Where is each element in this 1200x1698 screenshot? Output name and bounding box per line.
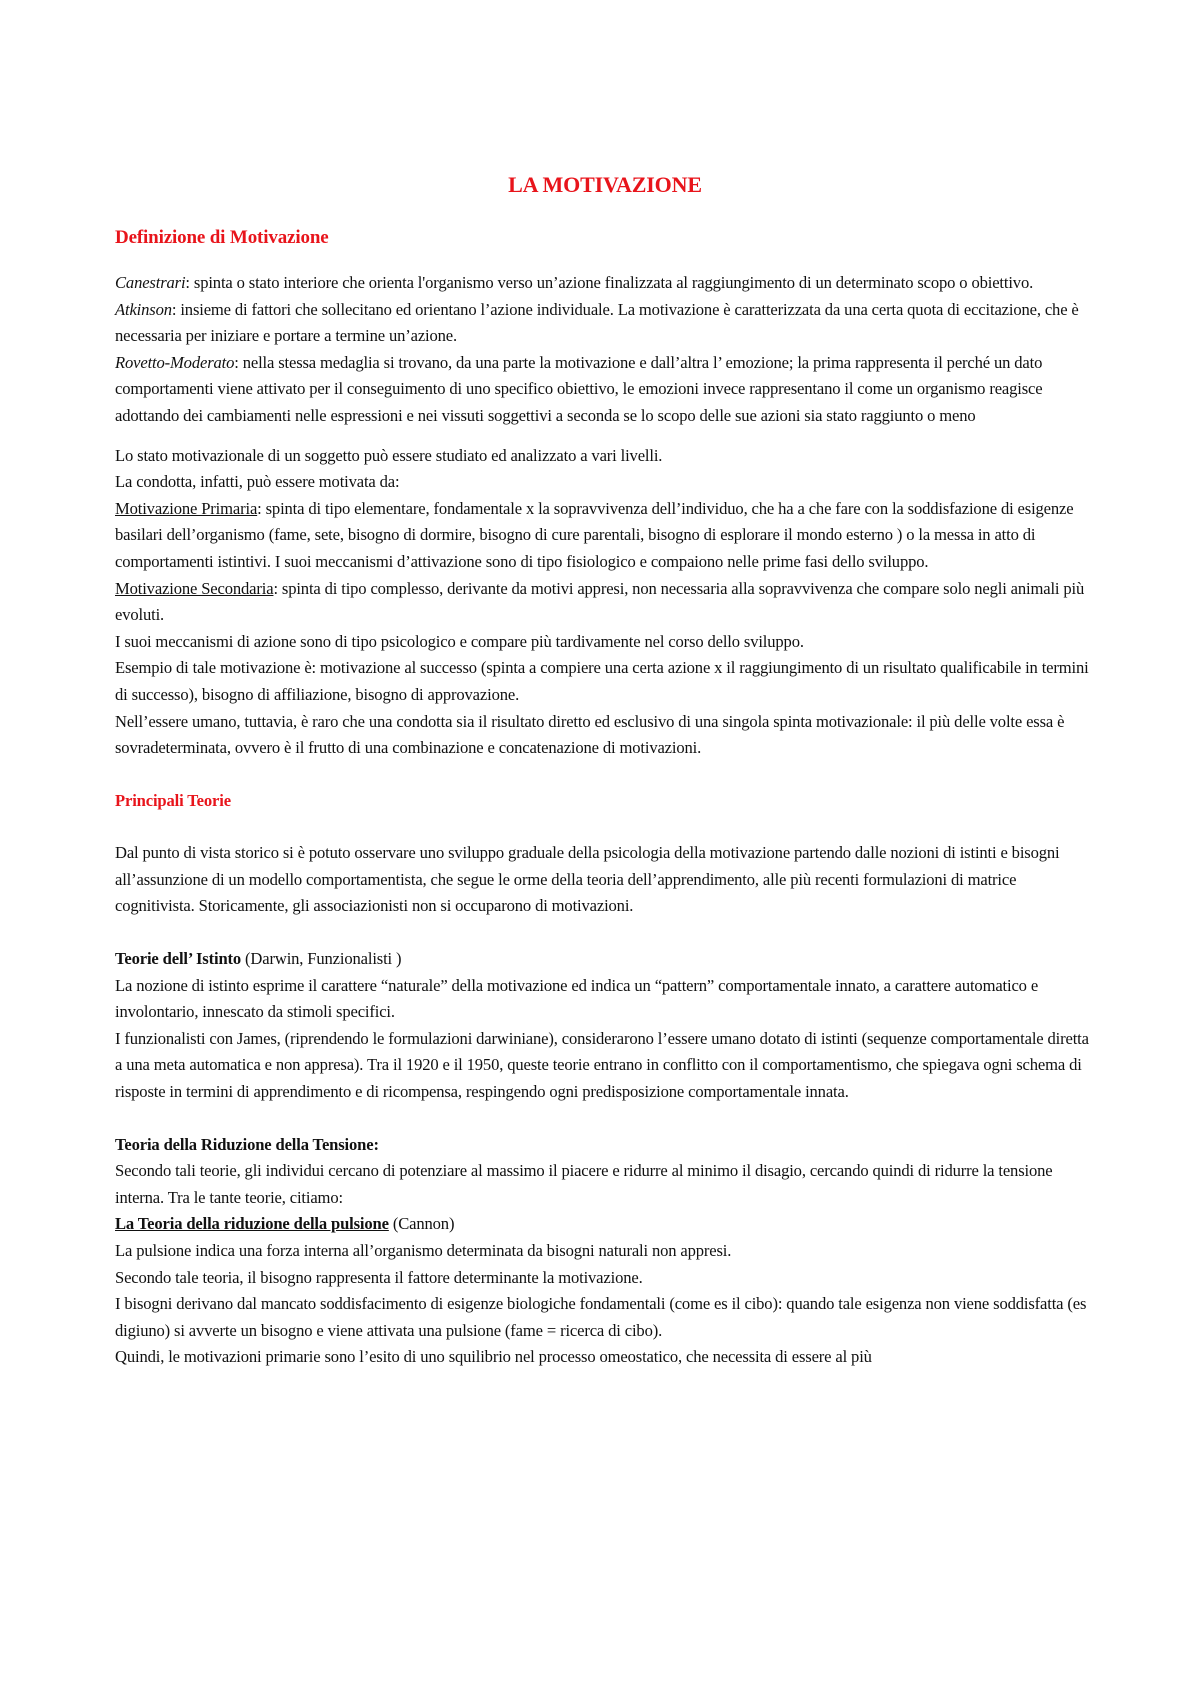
paragraph-motivazione-secondaria (115, 576, 1095, 629)
document-title: LA MOTIVAZIONE (508, 172, 702, 197)
term-motivazione-secondaria: Motivazione Secondaria (115, 578, 274, 598)
spacer (115, 430, 1095, 443)
heading-definizione: Definizione di Motivazione (115, 227, 329, 248)
paragraph: La condotta, infatti, può essere motivata da: (115, 472, 400, 492)
paragraph: Secondo tale teoria, il bisogno rappresenta il fattore determinante la motivazione. (115, 1267, 643, 1287)
document-body (115, 170, 1095, 1371)
definition-text: : insieme di fattori che sollecitano ed orientano l’azione individuale. La motivazione è caratterizzata da una certa quota di eccitazione, che è necessaria per iniziare e portare a termine un’azione. (115, 299, 1079, 346)
term-motivazione-primaria: Motivazione Primaria (115, 498, 258, 518)
subheading-riduzione-pulsione (115, 1211, 1095, 1238)
subheading-title: Teorie dell’ Istinto (115, 949, 242, 969)
paragraph: I bisogni derivano dal mancato soddisfacimento di esigenze biologiche fondamentali (come es il cibo): quando tale esigenza non viene soddisfatta (es digiuno) si avverte un bisogno e viene attivata una pulsione (fame = ricerca di cibo). (115, 1294, 1087, 1340)
paragraph: La nozione di istinto esprime il carattere “naturale” della motivazione ed indica un “pattern” comportamentale innato, a carattere automatico e involontario, innescato da stimoli specifici. (115, 975, 1039, 1022)
paragraph: I suoi meccanismi di azione sono di tipo psicologico e compare più tardivamente nel corso dello sviluppo. (115, 631, 804, 651)
paragraph-motivazione-primaria (115, 496, 1095, 576)
subheading-riduzione-tensione: Teoria della Riduzione della Tensione: (115, 1134, 379, 1154)
subheading-authors: (Darwin, Funzionalisti ) (241, 949, 402, 969)
paragraph: La pulsione indica una forza interna all’organismo determinata da bisogni naturali non appresi. (115, 1241, 732, 1260)
subheading-teorie-istinto (115, 946, 1095, 973)
term-text: : spinta di tipo complesso, derivante da motivi appresi, non necessaria alla sopravvivenza che compare solo negli animali più evoluti. (115, 578, 1085, 625)
definition-canestrari (115, 270, 1095, 297)
subheading-title: La Teoria della riduzione della pulsione (115, 1214, 389, 1234)
term-text: : spinta di tipo elementare, fondamentale x la sopravvivenza dell’individuo, che ha a che fare con la soddisfazione di esigenze basilari dell’organismo (fame, sete, bisogno di dormire, bisogno di cure parentali, bisogno di esplorare il mondo esterno ) o la messa in atto di comportamenti istintivi. I suoi meccanismi d’attivazione sono di tipo fisiologico e compaiono nelle prime fasi dello sviluppo. (115, 498, 1074, 571)
definition-text: : nella stessa medaglia si trovano, da una parte la motivazione e dall’altra l’ emozione; la prima rappresenta il perché un dato comportamenti viene attivato per il conseguimento di uno specifico obiettivo, le emozioni invece rappresentano il come un organismo reagisce adottando dei cambiamenti nelle espressioni e nei vissuti soggettivi a seconda se lo scopo delle sue azioni sia stato raggiunto o meno (115, 352, 1043, 425)
heading-principali-teorie: Principali Teorie (115, 790, 231, 810)
paragraph: Esempio di tale motivazione è: motivazione al successo (spinta a compiere una certa azione x il raggiungimento di un risultato qualificabile in termini di successo), bisogno di affiliazione, bisogno di approvazione. (115, 658, 1089, 704)
spacer (115, 1106, 1095, 1132)
paragraph: Secondo tali teorie, gli individui cercano di potenziare al massimo il piacere e ridurre al minimo il disagio, cercando quindi di ridurre la tensione interna. Tra le tante teorie, citiamo: (115, 1161, 1053, 1207)
paragraph: Nell’essere umano, tuttavia, è raro che una condotta sia il risultato diretto ed esclusivo di una singola spinta motivazionale: il più delle volte essa è sovradeterminata, ovvero è il frutto di una combinazione e concatenazione di motivazioni. (115, 711, 1065, 758)
paragraph: Quindi, le motivazioni primarie sono l’esito di uno squilibrio nel processo omeostatico, che necessita di essere al più (115, 1347, 872, 1367)
spacer (115, 920, 1095, 946)
definition-atkinson (115, 297, 1095, 350)
subheading-authors: (Cannon) (388, 1214, 455, 1234)
author-name: Rovetto-Moderato (115, 352, 235, 372)
spacer (115, 762, 1095, 788)
paragraph: Lo stato motivazionale di un soggetto può essere studiato ed analizzato a vari livelli. (115, 445, 663, 465)
author-name: Canestrari (115, 273, 186, 292)
paragraph: Dal punto di vista storico si è potuto osservare uno sviluppo graduale della psicologia della motivazione partendo dalle nozioni di istinti e bisogni all’assunzione di un modello comportamentista, che segue le orme della teoria dell’apprendimento, alle più recenti formulazioni di matrice cognitivista. Storicamente, gli associazionisti non si occuparono di motivazioni. (115, 843, 1060, 916)
definition-rovetto-moderato (115, 350, 1095, 430)
paragraph: I funzionalisti con James, (riprendendo le formulazioni darwiniane), considerarono l’essere umano dotato di istinti (sequenze comportamentale diretta a una meta automatica e non appresa). Tra il 1920 e il 1950, queste teorie entrano in conflitto con il comportamentismo, che spiegava ogni schema di risposte in termini di apprendimento e di ricompensa, respingendo ogni predisposizione comportamentale innata. (115, 1028, 1089, 1102)
author-name: Atkinson (115, 299, 172, 319)
definition-text: : spinta o stato interiore che orienta l'organismo verso un’azione finalizzata al raggiungimento di un determinato scopo o obiettivo. (185, 273, 1034, 292)
